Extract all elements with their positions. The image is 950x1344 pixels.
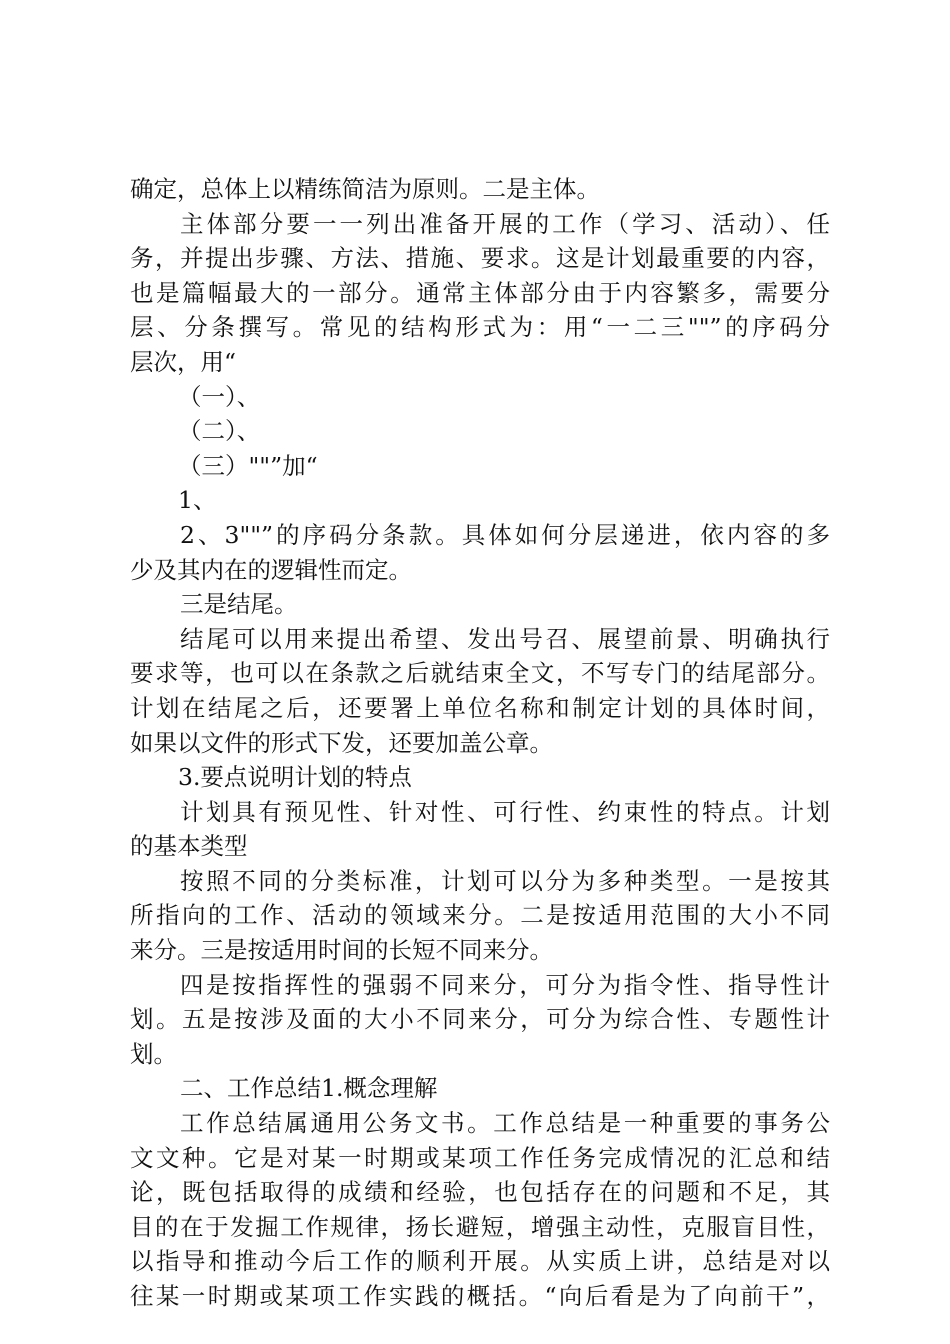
paragraph-line: 计划具有预见性、针对性、可行性、约束性的特点。计划 xyxy=(180,797,830,826)
paragraph-line: 来分。三是按适用时间的长短不同来分。 xyxy=(130,936,553,965)
paragraph-line: 所指向的工作、活动的领域来分。二是按适用范围的大小不同 xyxy=(130,901,830,930)
paragraph-line: 2、3""”的序码分条款。具体如何分层递进，依内容的多 xyxy=(180,520,830,549)
section-heading: 3.要点说明计划的特点 xyxy=(178,763,412,792)
document-body xyxy=(130,172,830,1314)
paragraph-line: （一）、 xyxy=(178,382,261,411)
paragraph-line: 层次，用“ xyxy=(130,347,237,376)
paragraph-line: （二）、 xyxy=(178,417,261,446)
paragraph-line: 往某一时期或某项工作实践的概括。“向后看是为了向前干”， xyxy=(130,1282,830,1310)
paragraph-line: 按照不同的分类标准，计划可以分为多种类型。一是按其 xyxy=(180,866,830,895)
paragraph-line: 也是篇幅最大的一部分。通常主体部分由于内容繁多，需要分 xyxy=(130,278,830,307)
paragraph-line: 划。五是按涉及面的大小不同来分，可分为综合性、专题性计 xyxy=(130,1005,830,1034)
paragraph-line: 论，既包括取得的成绩和经验，也包括存在的问题和不足，其 xyxy=(130,1178,830,1207)
paragraph-line: 1、 xyxy=(178,486,217,515)
paragraph-line: 要求等，也可以在条款之后就结束全文，不写专门的结尾部分。 xyxy=(130,659,830,688)
paragraph-line: 如果以文件的形式下发，还要加盖公章。 xyxy=(130,728,553,757)
paragraph-line: 以指导和推动今后工作的顺利开展。从实质上讲，总结是对以 xyxy=(130,1247,830,1276)
paragraph-line: 文文种。它是对某一时期或某项工作任务完成情况的汇总和结 xyxy=(130,1143,830,1172)
section-heading: 二、工作总结1.概念理解 xyxy=(180,1074,438,1103)
paragraph-line: 务，并提出步骤、方法、措施、要求。这是计划最重要的内容， xyxy=(130,244,830,273)
paragraph-line: 层、分条撰写。常见的结构形式为：用“一二三""”的序码分 xyxy=(130,313,830,342)
paragraph-line: 划。 xyxy=(130,1039,177,1068)
paragraph-line: 目的在于发掘工作规律，扬长避短，增强主动性，克服盲目性， xyxy=(130,1212,830,1241)
paragraph-line: 的基本类型 xyxy=(130,832,248,861)
paragraph-line: 确定，总体上以精练简洁为原则。二是主体。 xyxy=(130,175,600,203)
paragraph-line: 结尾可以用来提出希望、发出号召、展望前景、明确执行 xyxy=(180,624,830,653)
paragraph-line: 计划在结尾之后，还要署上单位名称和制定计划的具体时间， xyxy=(130,693,830,722)
paragraph-line: 工作总结属通用公务文书。工作总结是一种重要的事务公 xyxy=(180,1109,830,1138)
paragraph-line: 三是结尾。 xyxy=(180,590,298,619)
paragraph-line: （三）""”加“ xyxy=(178,451,318,480)
paragraph-line: 主体部分要一一列出准备开展的工作（学习、活动）、任 xyxy=(180,209,830,238)
paragraph-line: 四是按指挥性的强弱不同来分，可分为指令性、指导性计 xyxy=(180,970,830,999)
paragraph-line: 少及其内在的逻辑性而定。 xyxy=(130,555,412,584)
